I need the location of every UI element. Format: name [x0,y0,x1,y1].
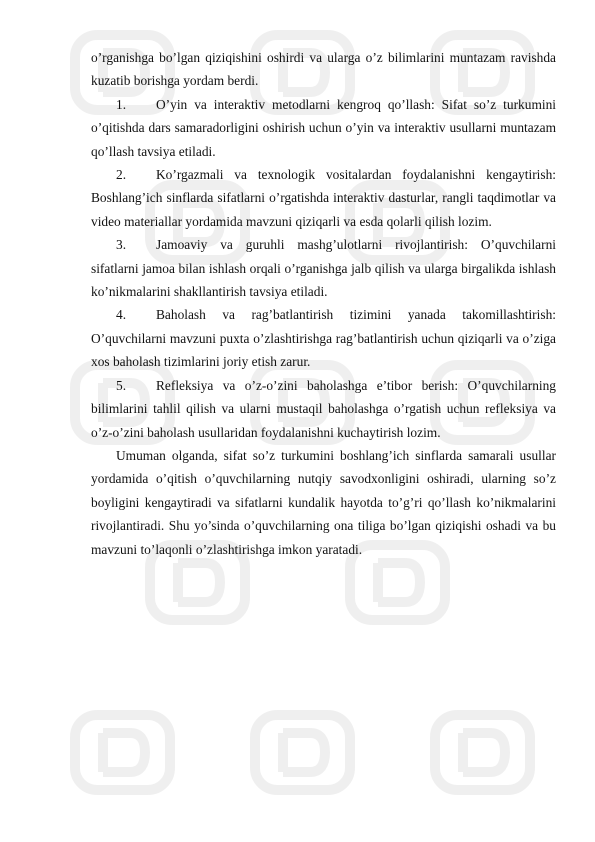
list-item-text: Ko’rgazmali va texnologik vositalardan foydalanishni kengaytirish: Boshlang’ich sinflarda sifatlarni o’rgatishda interaktiv dasturlar, rangli taqdimotlar va video materiallar yordamida mavzuni qiziqarli va esda qolarli qilish lozim. [91,167,556,229]
list-item [91,163,556,233]
list-item [91,93,556,163]
document-body [91,46,556,561]
list-item-text: Baholash va rag’batlantirish tizimini yanada takomillashtirish: O’quvchilarni mavzuni puxta o’zlashtirishga rag’batlantirish uchun qiziqarli va o’ziga xos baholash tizimlarini joriy etish zarur. [91,307,556,370]
conclusion-paragraph: Umuman olganda, sifat so’z turkumini boshlang’ich sinflarda samarali usullar yordamida o’qitish o’quvchilarning nutqiy savodxonligini oshiradi, ularning so’z boyligini kengaytiradi va sifatlarni kundalik hayotda to’g’ri qo’llash ko’nikmalarini rivojlantiradi. Shu yo’sinda o’quvchilarning ona tiliga bo’lgan qiziqishi oshadi va bu mavzuni to’laqonli o’zlashtirishga imkon yaratadi. [91,447,556,557]
list-item-number: 5. [116,377,127,393]
list-item [91,374,556,444]
list-item-number: 1. [116,96,127,112]
intro-paragraph: o’rganishga bo’lgan qiziqishini oshirdi va ularga o’z bilimlarini muntazam ravishda kuzatib borishga yordam berdi. [91,50,556,89]
list-item-number: 3. [116,237,127,253]
list-item-text: O’yin va interaktiv metodlarni kengroq qo’llash: Sifat so’z turkumini o’qitishda dars samaradorligini oshirish uchun o’yin va interaktiv usullarni muntazam qo’llash tavsiya etiladi. [91,96,556,159]
list-item-number: 2. [116,167,127,183]
list-item-number: 4. [116,307,127,323]
list-item [91,303,556,373]
list-item-text: Jamoaviy va guruhli mashg’ulotlarni rivojlantirish: O’quvchilarni sifatlarni jamoa bilan ishlash orqali o’rganishga jalb qilish va ularga birgalikda ishlash ko’nikmalarini shakllantirish tavsiya etiladi. [91,237,556,300]
list-item [91,233,556,303]
list-item-text: Refleksiya va o’z-o’zini baholashga e’tibor berish: O’quvchilarning bilimlarini tahlil qilish va ularni mustaqil baholashga o’rgatish uchun refleksiya va o’z-o’zini baholash usullaridan foydalanishni kuchaytirish lozim. [91,377,556,440]
